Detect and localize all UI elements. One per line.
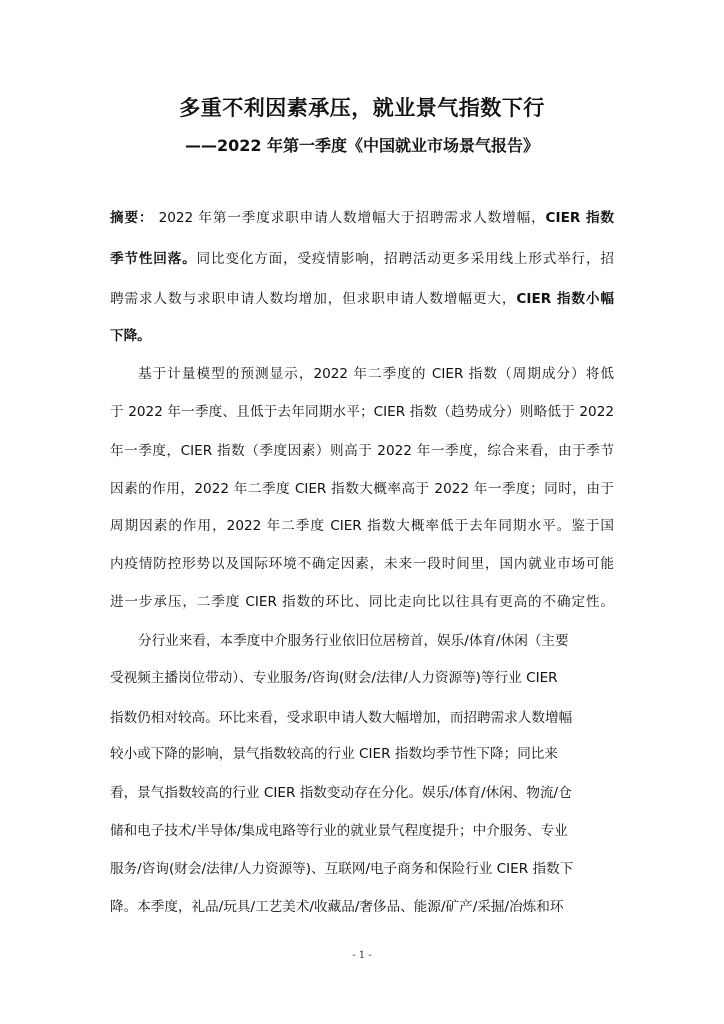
- paragraph-line: 受视频主播岗位带动）、专业服务/咨询(财会/法律/人力资源等)等行业 CIER: [110, 670, 558, 686]
- abstract-label: 摘要：: [110, 210, 154, 226]
- abstract-line-2: [110, 249, 614, 269]
- paragraph-line: 服务/咨询(财会/法律/人力资源等)、互联网/电子商务和保险行业 CIER 指数下: [110, 861, 574, 877]
- paragraph-line: 于 2022 年一季度、且低于去年同期水平；CIER 指数（趋势成分）则略低于 2022: [110, 404, 614, 420]
- paragraph-line: 内疫情防控形势以及国际环境不确定因素，未来一段时间里，国内就业市场可能: [110, 556, 614, 572]
- page-subtitle: ——2022 年第一季度《中国就业市场景气报告》: [184, 136, 540, 155]
- abstract-highlight: CIER 指数: [545, 210, 614, 226]
- abstract-highlight: CIER 指数小幅: [516, 291, 614, 307]
- abstract-text: 同比变化方面，受疫情影响，招聘活动更多采用线上形式举行，招: [196, 251, 614, 267]
- paragraph-line: 指数仍相对较高。环比来看，受求职申请人数大幅增加，而招聘需求人数增幅: [110, 710, 573, 726]
- paragraph-line: 降。本季度，礼品/玩具/工艺美术/收藏品/奢侈品、能源/矿产/采掘/冶炼和环: [110, 899, 564, 915]
- paragraph-line: 周期因素的作用，2022 年二季度 CIER 指数大概率低于去年同期水平。鉴于国: [110, 518, 614, 534]
- abstract-line-1: [110, 208, 614, 228]
- paragraph-line: 年一季度，CIER 指数（季度因素）则高于 2022 年一季度，综合来看，由于季节: [110, 443, 614, 459]
- abstract-text: 2022 年第一季度求职申请人数增幅大于招聘需求人数增幅，: [153, 210, 546, 226]
- abstract-highlight: 季节性回落。: [110, 251, 197, 267]
- abstract-line-3: [110, 289, 614, 309]
- abstract-line-4: [110, 326, 614, 346]
- page-title: 多重不利因素承压，就业景气指数下行: [179, 96, 545, 120]
- paragraph-line: 进一步承压，二季度 CIER 指数的环比、同比走向比以往具有更高的不确定性。: [110, 594, 614, 610]
- abstract-text: 聘需求人数与求职申请人数均增加，但求职申请人数增幅更大，: [110, 291, 517, 307]
- page-number: - 1 -: [352, 950, 372, 961]
- abstract-highlight: 下降。: [110, 328, 151, 344]
- paragraph-line: 因素的作用，2022 年二季度 CIER 指数大概率高于 2022 年一季度；同时，由于: [110, 481, 614, 497]
- paragraph-line: 看，景气指数较高的行业 CIER 指数变动存在分化。娱乐/体育/休闲、物流/仓: [110, 785, 572, 801]
- paragraph-line: 分行业来看，本季度中介服务行业依旧位居榜首，娱乐/体育/休闲（主要: [138, 633, 569, 649]
- paragraph-line: 储和电子技术/半导体/集成电路等行业的就业景气程度提升；中介服务、专业: [110, 823, 568, 839]
- paragraph-line: 基于计量模型的预测显示，2022 年二季度的 CIER 指数（周期成分）将低: [138, 366, 614, 382]
- paragraph-line: 较小或下降的影响，景气指数较高的行业 CIER 指数均季节性下降；同比来: [110, 746, 558, 762]
